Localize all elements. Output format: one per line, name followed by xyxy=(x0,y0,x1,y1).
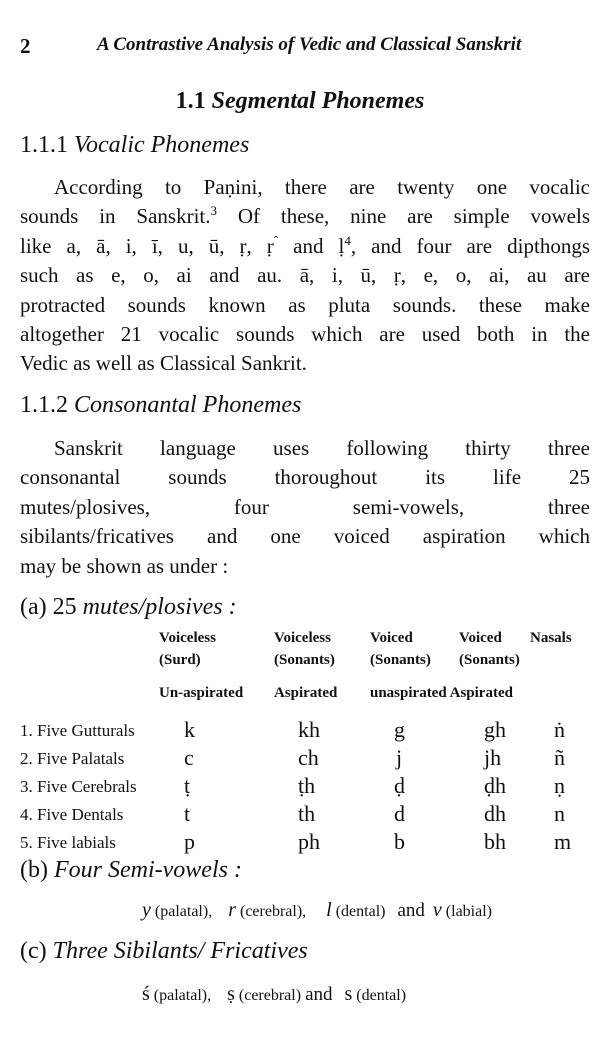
vocalic-line-2-a: sounds in Sanskrit. xyxy=(20,204,211,229)
running-title: A Contrastive Analysis of Vedic and Classical Sanskrit xyxy=(97,34,522,55)
col-head-voiceless-1: Voiceless xyxy=(159,630,216,646)
consonantal-number: 1.1.2 xyxy=(20,392,68,418)
vocalic-line-2-b: Of these, nine are simple vowels xyxy=(217,204,591,229)
semivowel-v-desc: (labial) xyxy=(441,903,492,920)
row-label-labials: 5. Five labials xyxy=(20,833,116,852)
consonantal-title: Consonantal Phonemes xyxy=(74,392,302,418)
vocalic-line-3-b: and ḷ xyxy=(278,233,345,258)
cell-n: n xyxy=(554,801,565,826)
col-sub-sonants-3: (Sonants) xyxy=(459,652,520,668)
row-label-palatals: 2. Five Palatals xyxy=(20,749,125,768)
consonantal-line-1: Sanskrit language uses following thirty three xyxy=(54,436,590,460)
mutes-heading-prefix: (a) 25 xyxy=(20,594,83,620)
section-title xyxy=(0,88,600,115)
cell-g: g xyxy=(394,717,405,742)
semivowels-heading xyxy=(20,857,242,884)
vocalic-line-3-a: like a, ā, i, ī, u, ū, ṛ, ṛ xyxy=(20,233,274,258)
col-sub-surd: (Surd) xyxy=(159,652,201,668)
row-label-cerebrals: 3. Five Cerebrals xyxy=(20,777,137,796)
cell-ph: ph xyxy=(298,829,320,854)
semivowels-heading-em: Four Semi-vowels : xyxy=(53,857,242,883)
col-sub-sonants-2: (Sonants) xyxy=(370,652,431,668)
cell-p: p xyxy=(184,829,195,854)
vocalic-line-3 xyxy=(20,232,590,261)
cell-b: b xyxy=(394,829,405,854)
sibilant-s-dental: s xyxy=(344,983,353,1005)
consonantal-line-2: consonantal sounds thoroughout its life 25 xyxy=(20,465,590,490)
consonantal-paragraph xyxy=(20,434,590,581)
cell-m: m xyxy=(554,829,572,854)
vocalic-number: 1.1.1 xyxy=(20,132,68,158)
cell-gh: gh xyxy=(484,717,506,742)
sibilants-and: and xyxy=(305,984,333,1005)
page-number: 2 xyxy=(20,34,31,58)
consonantal-line-5: may be shown as under : xyxy=(20,553,229,578)
col-head-nasals: Nasals xyxy=(530,630,572,646)
row-label-dentals: 4. Five Dentals xyxy=(20,805,124,824)
sibilant-sh-palatal-desc: (palatal), xyxy=(149,987,212,1004)
vocalic-line-4: such as e, o, ai and au. ā, i, ū, ṛ, e, o, ai, au are xyxy=(20,263,590,288)
vocalic-paragraph xyxy=(20,173,590,379)
col-head-voiceless-2: Voiceless xyxy=(274,630,331,646)
semivowel-y-desc: (palatal), xyxy=(150,903,213,920)
cell-ch: ch xyxy=(298,745,319,770)
cell-d: d xyxy=(394,801,405,826)
sibilants-heading xyxy=(20,938,308,965)
col-aspiration-3: unaspirated Aspirated xyxy=(370,685,513,701)
semivowels-heading-prefix: (b) xyxy=(20,857,54,883)
cell-dh-dot: ḍh xyxy=(484,773,506,798)
col-aspiration-1: Un-aspirated xyxy=(159,685,244,701)
vocalic-line-6: altogether 21 vocalic sounds which are used both in the xyxy=(20,322,590,347)
col-sub-sonants-1: (Sonants) xyxy=(274,652,335,668)
semivowel-v: v xyxy=(432,899,442,921)
semivowel-y: y xyxy=(142,899,151,921)
cell-kh: kh xyxy=(298,717,320,742)
consonantal-heading xyxy=(20,392,301,419)
cell-t: t xyxy=(184,801,191,826)
cell-c: c xyxy=(184,745,194,770)
cell-n-tilde: ñ xyxy=(554,745,565,770)
cell-th-dot: ṭh xyxy=(298,773,316,798)
row-label-gutturals: 1. Five Gutturals xyxy=(20,721,135,740)
col-aspiration-2: Aspirated xyxy=(274,685,338,701)
vocalic-title: Vocalic Phonemes xyxy=(74,132,250,158)
cell-j: j xyxy=(396,745,403,770)
cell-jh: jh xyxy=(484,745,502,770)
semivowel-l-desc: (dental) xyxy=(331,903,386,920)
vocalic-line-7: Vedic as well as Classical Sankrit. xyxy=(20,351,307,376)
semivowel-r-desc: (cerebral), xyxy=(235,903,307,920)
col-head-voiced-2: Voiced xyxy=(459,630,502,646)
cell-k: k xyxy=(184,717,195,742)
section-title-text: Segmental Phonemes xyxy=(211,88,425,114)
sibilant-sh-cerebral-desc: (cerebral) xyxy=(234,987,302,1004)
footnote-ref-4: 4 xyxy=(344,232,351,248)
semivowel-l: l xyxy=(326,899,332,921)
semivowel-r: r xyxy=(228,899,236,921)
cell-th: th xyxy=(298,801,316,826)
cell-d-dot: ḍ xyxy=(394,773,405,798)
vocalic-heading xyxy=(20,132,249,159)
cell-n-dot-below: ṇ xyxy=(554,773,565,798)
cell-n-dot: ṅ xyxy=(554,717,565,742)
section-number: 1.1 xyxy=(175,88,206,114)
sibilant-sh-palatal: ś xyxy=(142,983,150,1005)
vocalic-line-5: protracted sounds known as pluta sounds. these make xyxy=(20,292,590,317)
cell-t-dot: ṭ xyxy=(184,773,191,798)
sibilants-heading-prefix: (c) xyxy=(20,938,53,964)
sibilant-s-dental-desc: (dental) xyxy=(352,987,407,1004)
col-head-voiced-1: Voiced xyxy=(370,630,413,646)
cell-dh: dh xyxy=(484,801,506,826)
semivowels-and: and xyxy=(397,900,425,921)
mutes-heading-em: mutes/plosives : xyxy=(82,594,237,620)
sibilant-sh-cerebral: ṣ xyxy=(227,983,235,1005)
footnote-ref-3: 3 xyxy=(210,203,217,219)
mutes-heading xyxy=(20,594,237,621)
vocalic-line-1: According to Paṇini, there are twenty one vocalic xyxy=(54,175,590,199)
sibilants-list xyxy=(142,983,406,1006)
consonantal-line-3: mutes/plosives, four semi-vowels, three xyxy=(20,494,590,519)
semivowels-list xyxy=(142,899,492,922)
cell-bh: bh xyxy=(484,829,506,854)
consonantal-line-4: sibilants/fricatives and one voiced aspiration which xyxy=(20,524,590,549)
vocalic-line-3-c: , and four are dipthongs xyxy=(350,233,590,258)
sibilants-heading-em: Three Sibilants/ Fricatives xyxy=(52,938,308,964)
diacritic-mark: ˆ xyxy=(273,232,279,248)
vocalic-line-2 xyxy=(20,202,590,231)
